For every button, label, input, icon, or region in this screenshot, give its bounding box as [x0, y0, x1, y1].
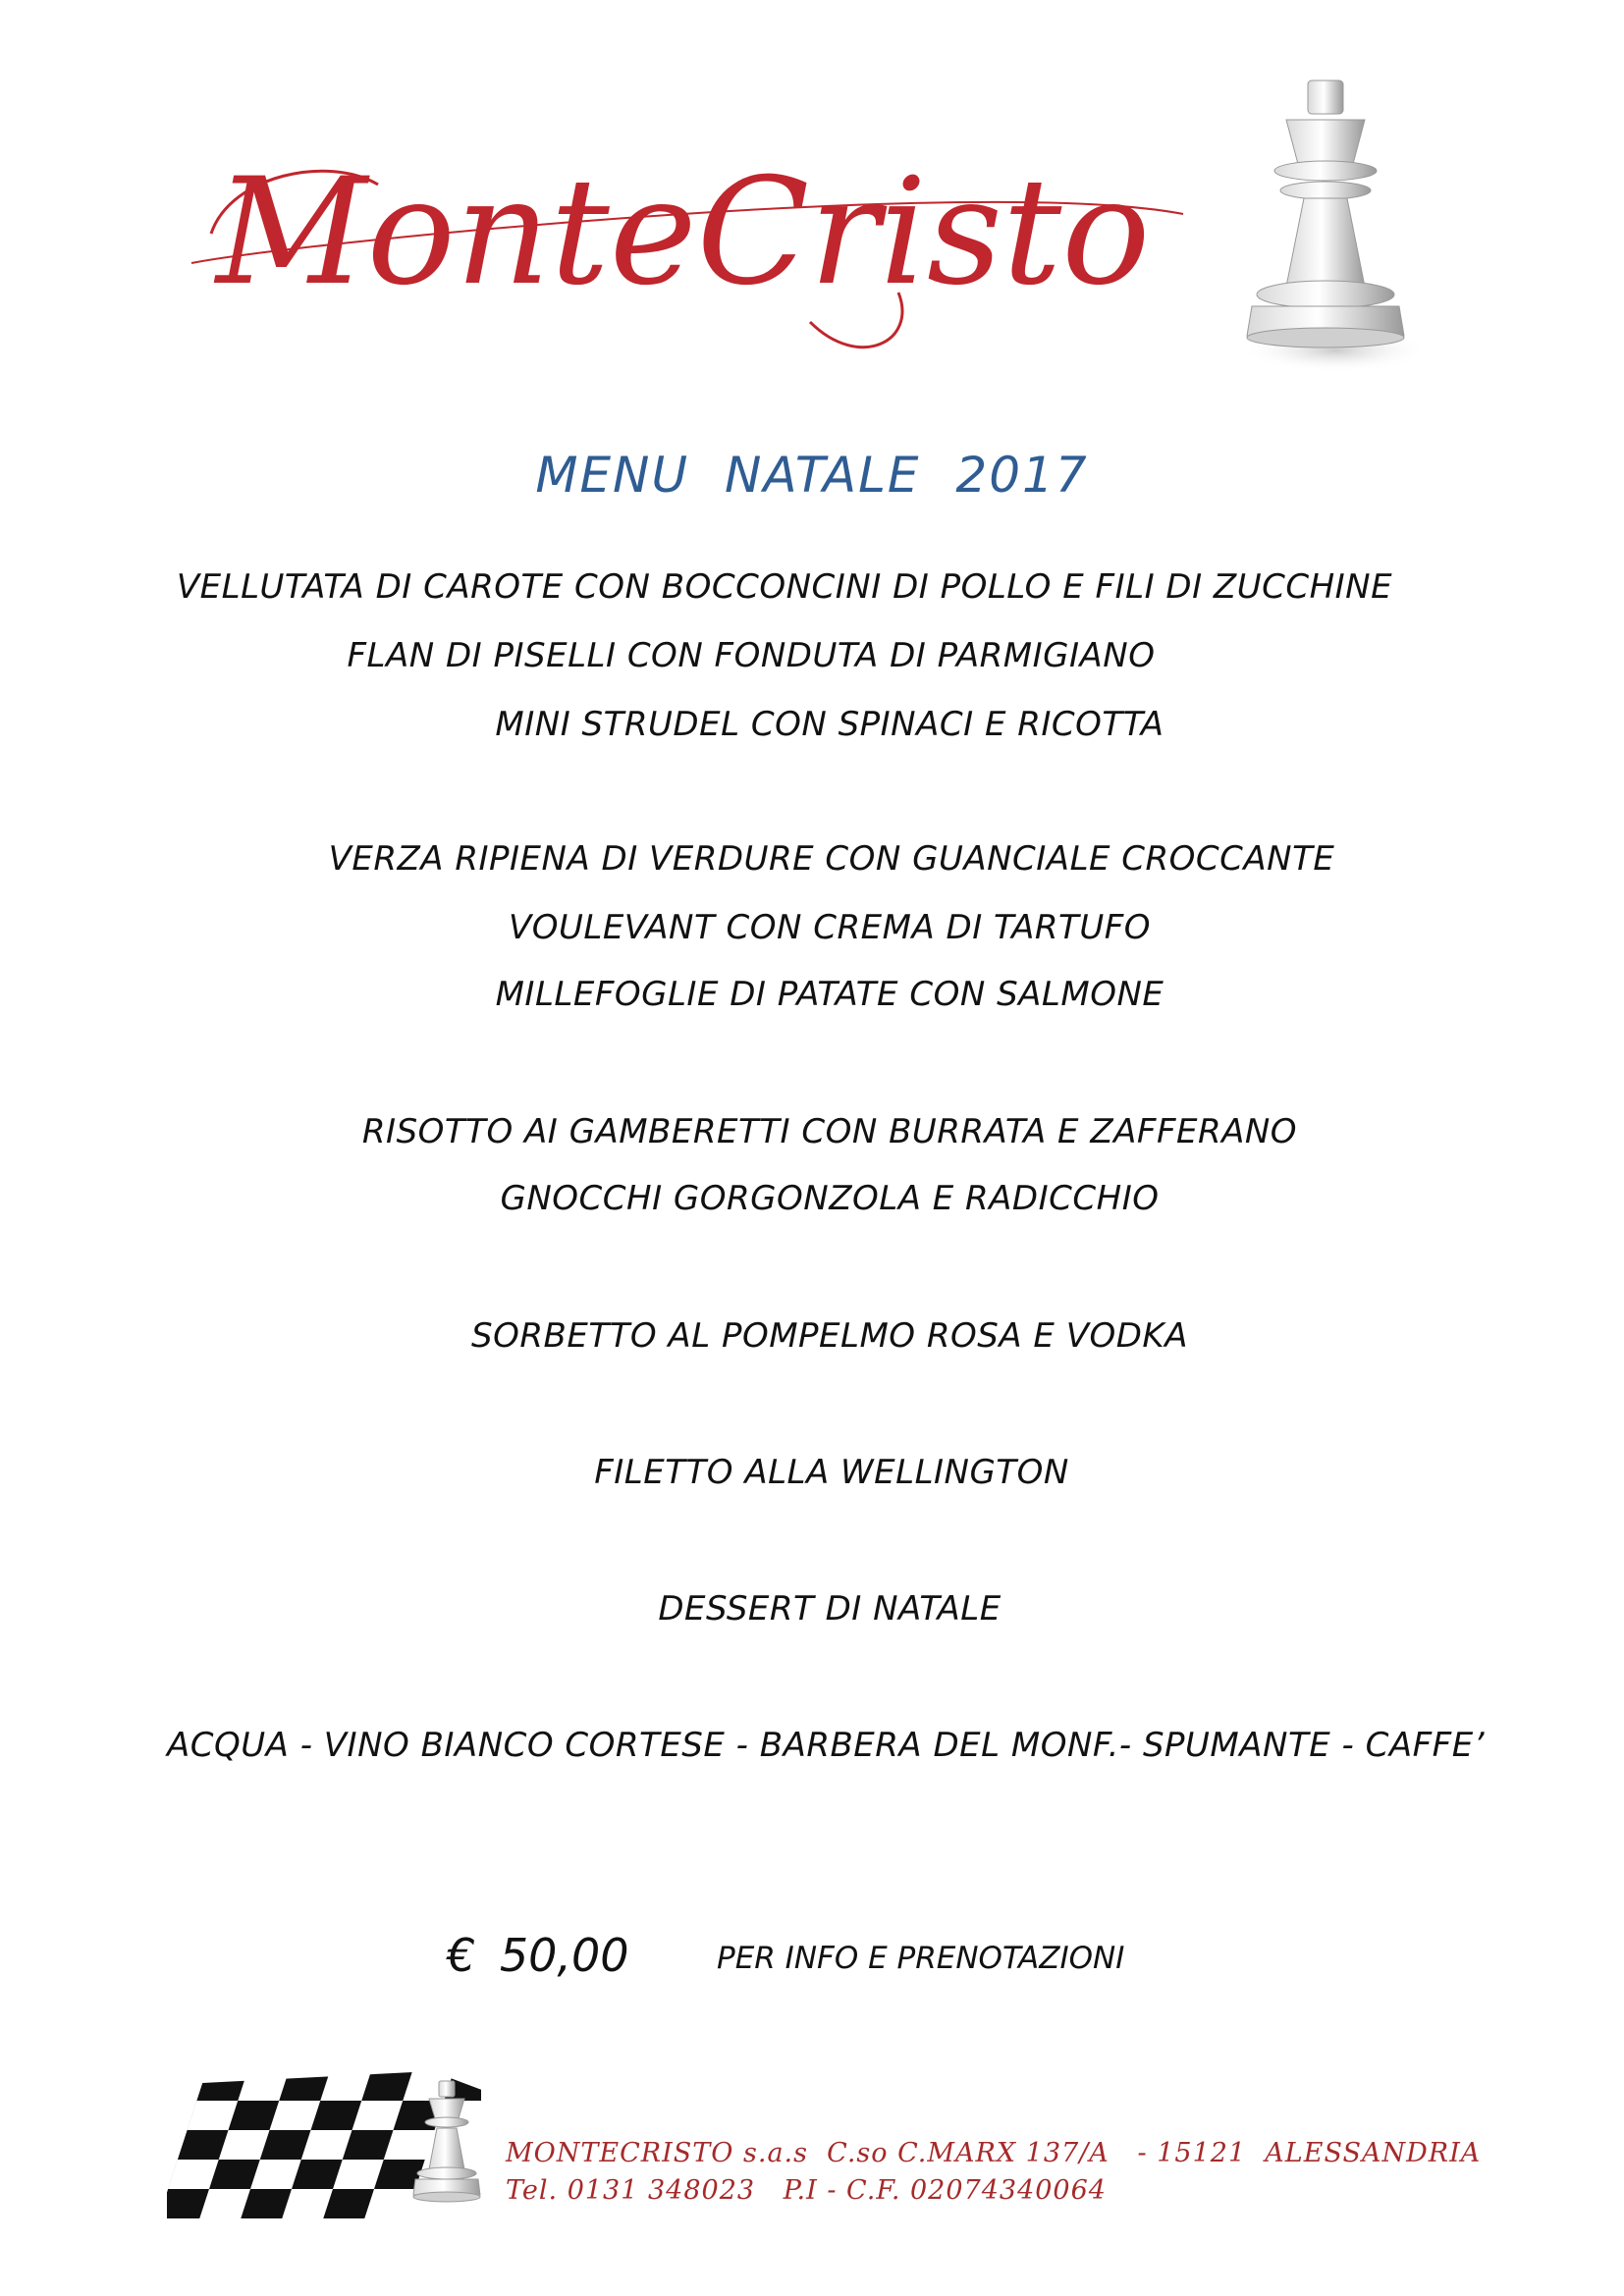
logo-text: MonteCristo [216, 147, 1151, 318]
menu-item: SORBETTO AL POMPELMO ROSA E VODKA [471, 1316, 1188, 1356]
king-chess-piece-icon [1227, 71, 1424, 375]
price: € 50,00 [447, 1929, 629, 1982]
montecristo-logo [172, 116, 1203, 371]
footer-contact: Tel. 0131 348023 P.I - C.F. 02074340064 [506, 2175, 1107, 2206]
menu-item: FLAN DI PISELLI CON FONDUTA DI PARMIGIANO [347, 636, 1156, 675]
menu-item: VOULEVANT CON CREMA DI TARTUFO [508, 908, 1152, 947]
menu-item: FILETTO ALLA WELLINGTON [594, 1453, 1069, 1492]
menu-item: VERZA RIPIENA DI VERDURE CON GUANCIALE CROCCANTE [328, 839, 1335, 879]
menu-title: MENU NATALE 2017 [535, 447, 1089, 504]
king-chess-piece-icon [407, 2079, 486, 2209]
info-label: PER INFO E PRENOTAZIONI [717, 1941, 1125, 1976]
menu-item: DESSERT DI NATALE [658, 1589, 1001, 1629]
menu-item: MINI STRUDEL CON SPINACI E RICOTTA [495, 705, 1164, 744]
menu-item: MILLEFOGLIE DI PATATE CON SALMONE [495, 975, 1164, 1014]
menu-item-bevande: ACQUA - VINO BIANCO CORTESE - BARBERA DEL MONF.- SPUMANTE - CAFFE’ [167, 1726, 1485, 1765]
menu-item: GNOCCHI GORGONZOLA E RADICCHIO [500, 1179, 1160, 1218]
menu-item: RISOTTO AI GAMBERETTI CON BURRATA E ZAFFERANO [361, 1112, 1298, 1151]
footer-address: MONTECRISTO s.a.s C.so C.MARX 137/A - 15121 ALESSANDRIA [506, 2138, 1482, 2168]
menu-item: VELLUTATA DI CAROTE CON BOCCONCINI DI POLLO E FILI DI ZUCCHINE [176, 567, 1393, 607]
